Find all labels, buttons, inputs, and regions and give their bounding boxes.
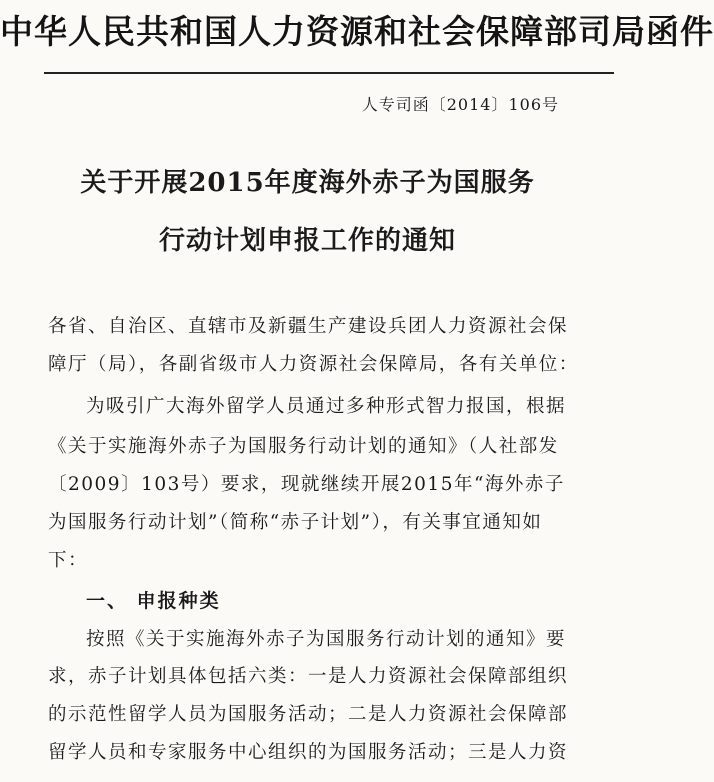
addressee-line-1: 各省、自治区、直辖市及新疆生产建设兵团人力资源社会保: [48, 316, 569, 337]
body-paragraph-line: 的示范性留学人员为国服务活动；二是人力资源社会保障部: [48, 704, 569, 725]
body-paragraph-line: 求，赤子计划具体包括六类：一是人力资源社会保障部组织: [48, 666, 569, 687]
section-heading: 一、 申报种类: [86, 590, 221, 612]
addressee-line-2: 障厅（局），各副省级市人力资源社会保障局，各有关单位：: [48, 354, 579, 375]
document-number: 人专司函〔2014〕106号: [361, 95, 559, 114]
body-paragraph-line: 《关于实施海外赤子为国服务行动计划的通知》（人社部发: [48, 436, 559, 457]
body-paragraph-line: 为吸引广大海外留学人员通过多种形式智力报国，根据: [86, 396, 567, 417]
notice-title-line-1: 关于开展2015年度海外赤子为国服务: [80, 168, 535, 198]
notice-title-line-2: 行动计划申报工作的通知: [158, 226, 456, 256]
body-paragraph-line: 〔2009〕103号）要求，现就继续开展2015年“海外赤子: [48, 474, 565, 495]
body-paragraph-line: 留学人员和专家服务中心组织的为国服务活动；三是人力资: [48, 742, 569, 763]
body-paragraph-line: 按照《关于实施海外赤子为国服务行动计划的通知》要: [86, 629, 567, 650]
agency-masthead: 中华人民共和国人力资源和社会保障部司局函件: [0, 12, 714, 51]
header-divider: [44, 72, 614, 74]
body-paragraph-line: 为国服务行动计划”（简称“赤子计划”），有关事宜通知如: [48, 512, 543, 533]
body-paragraph-line: 下：: [48, 550, 89, 571]
